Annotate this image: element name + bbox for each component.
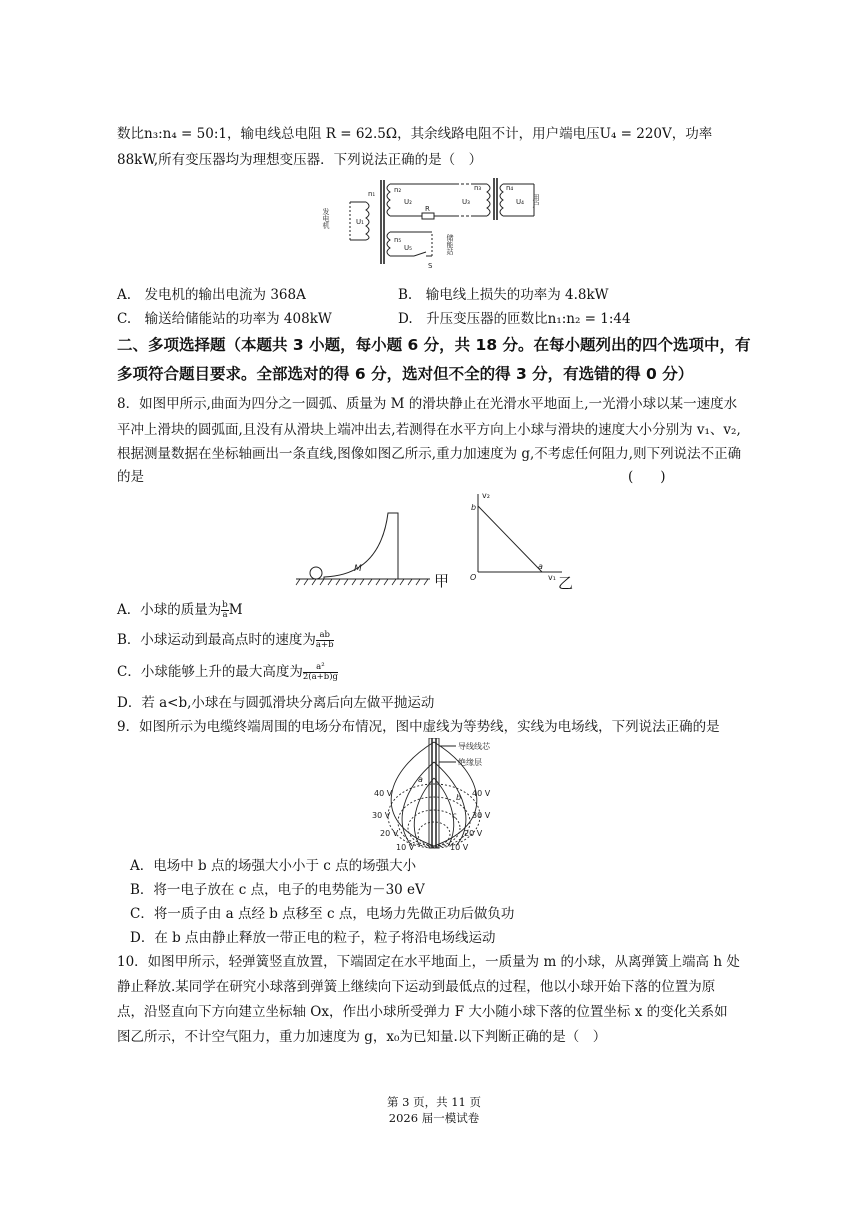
equipotential-30v-left: 30 V	[372, 811, 391, 820]
equipotential-10v-right: 10 V	[450, 843, 469, 852]
fig-yi-label: 乙	[558, 574, 574, 592]
q8-figure-jia	[290, 505, 450, 590]
q8-option-b-text: B．小球运动到最高点时的速度为	[117, 632, 316, 648]
q8-answer-bracket: ( )	[628, 469, 666, 485]
q8-stem-line1: 8．如图甲所示,曲面为四分之一圆弧、质量为 M 的滑块静止在光滑水平地面上,一光滑小球以某一速度水	[117, 396, 738, 412]
generator-label: 发电机	[322, 208, 330, 229]
n4-label: n₄	[506, 184, 514, 192]
q8-stem-line2: 平冲上滑块的圆弧面,且没有从滑块上端冲出去,若测得在水平方向上小球与滑块的速度大小分别为 v₁、v₂,	[117, 422, 741, 438]
point-c-label: c	[452, 811, 457, 820]
q10-stem-line2: 静止释放.某同学在研究小球落到弹簧上继续向下运动到最低点的过程，他以小球开始下落的位置为原	[117, 979, 716, 995]
q8-option-a-suffix: M	[228, 602, 243, 618]
q8-option-a-text: A．小球的质量为	[117, 602, 222, 618]
n5-label: n₅	[394, 236, 402, 244]
u3-label: U₃	[462, 198, 470, 206]
insulation-label: 绝缘层	[458, 758, 482, 767]
equipotential-10v-left: 10 V	[396, 843, 415, 852]
n3-label: n₃	[474, 184, 482, 192]
q8-option-d: D．若 a<b,小球在与圆弧滑块分离后向左做平抛运动	[117, 695, 435, 711]
q8-option-a-numerator: b	[222, 600, 228, 610]
q8-option-a-denominator: a	[222, 610, 228, 620]
page-number: 第 3 页，共 11 页	[386, 1095, 482, 1109]
fig-jia-label: 甲	[434, 572, 450, 590]
q8-stem-line3: 根据测量数据在坐标轴画出一条直线,图像如图乙所示,重力加速度为 g,不考虑任何阻力,则下列说法不正确	[117, 446, 742, 462]
q8-option-c	[117, 662, 338, 682]
equipotential-30v-right: 30 V	[472, 811, 491, 820]
intercept-a-label: a	[538, 562, 543, 571]
intercept-b-label: b	[471, 503, 477, 512]
core-label: 导线线芯	[458, 742, 490, 751]
axis-v2-label: v₂	[482, 491, 490, 500]
q10-stem-line1: 10．如图甲所示，轻弹簧竖直放置，下端固定在水平地面上，一质量为 m 的小球，从离弹簧上端高 h 处	[117, 954, 740, 970]
s-label: S	[428, 262, 433, 270]
q7-option-a: A. 发电机的输出电流为 368A	[117, 287, 306, 303]
q8-option-c-denominator: 2(a+b)g	[302, 672, 338, 682]
q9-option-a: A．电场中 b 点的场强大小小于 c 点的场强大小	[130, 858, 417, 874]
q9-option-b: B．将一电子放在 c 点，电子的电势能为－30 eV	[130, 882, 425, 898]
q9-stem: 9．如图所示为电缆终端周围的电场分布情况，图中虚线为等势线，实线为电场线，下列说法正确的是	[117, 719, 720, 735]
equipotential-40v-right: 40 V	[472, 789, 491, 798]
q8-option-c-numerator: a²	[303, 663, 338, 673]
q8-option-b-denominator: a+b	[315, 640, 334, 650]
equipotential-20v-right: 20 V	[464, 829, 483, 838]
axis-v1-label: v₁	[548, 573, 556, 582]
q8-option-c-text: C．小球能够上升的最大高度为	[117, 664, 303, 680]
equipotential-20v-left: 20 V	[380, 829, 399, 838]
section2-header-line1: 二、多项选择题（本题共 3 小题，每小题 6 分，共 18 分。在每小题列出的四个选项中，有	[117, 336, 751, 354]
u1-label: U₁	[356, 218, 364, 226]
q9-option-d: D．在 b 点由静止释放一带正电的粒子，粒子将沿电场线运动	[130, 930, 496, 946]
q7-option-c: C. 输送给储能站的功率为 408kW	[117, 311, 332, 327]
q9-option-c: C．将一质子由 a 点经 b 点移至 c 点，电场力先做正功后做负功	[130, 906, 515, 922]
slider-m-label: M	[354, 564, 362, 574]
q8-figure-yi	[462, 488, 572, 588]
q8-option-b	[117, 630, 334, 650]
n2-label: n₂	[394, 186, 402, 194]
q7-option-b: B. 输电线上损失的功率为 4.8kW	[398, 287, 609, 303]
u2-label: U₂	[404, 198, 412, 206]
q7-stem-line1: 数比n₃:n₄ = 50:1，输电线总电阻 R = 62.5Ω，其余线路电阻不计，用户端电压U₄ = 220V，功率	[117, 126, 713, 142]
q8-option-b-numerator: ab	[316, 631, 334, 641]
q8-option-a	[117, 600, 243, 620]
equipotential-40v-left: 40 V	[374, 789, 393, 798]
q10-stem-line3: 点，沿竖直向下方向建立坐标轴 Ox，作出小球所受弹力 F 大小随小球下落的位置坐标 x 的变化关系如	[117, 1004, 728, 1020]
point-b-label: b	[456, 793, 462, 802]
q9-field-diagram	[368, 738, 508, 854]
u4-label: U₄	[516, 198, 524, 206]
q7-stem-line2: 88kW,所有变压器均为理想变压器．下列说法正确的是（ ）	[117, 152, 483, 168]
q8-stem-line4: 的是	[117, 469, 144, 485]
storage-label: 储能站	[446, 234, 454, 255]
section2-header-line2: 多项符合题目要求。全部选对的得 6 分，选对但不全的得 3 分，有选错的得 0 分）	[117, 365, 694, 383]
users-label: 用户	[532, 194, 540, 208]
exam-name: 2026 届一模试卷	[388, 1111, 480, 1125]
u5-label: U₅	[404, 244, 412, 252]
point-a-label: a	[418, 775, 423, 784]
n1-label: n₁	[368, 190, 376, 198]
q7-circuit-diagram	[322, 176, 552, 274]
r-label: R	[425, 205, 430, 213]
origin-label: O	[470, 573, 477, 582]
q10-stem-line4: 图乙所示，不计空气阻力，重力加速度为 g，x₀为已知量.以下判断正确的是（ ）	[117, 1029, 607, 1045]
q7-option-d: D. 升压变压器的匝数比n₁:n₂ = 1:44	[398, 311, 631, 327]
